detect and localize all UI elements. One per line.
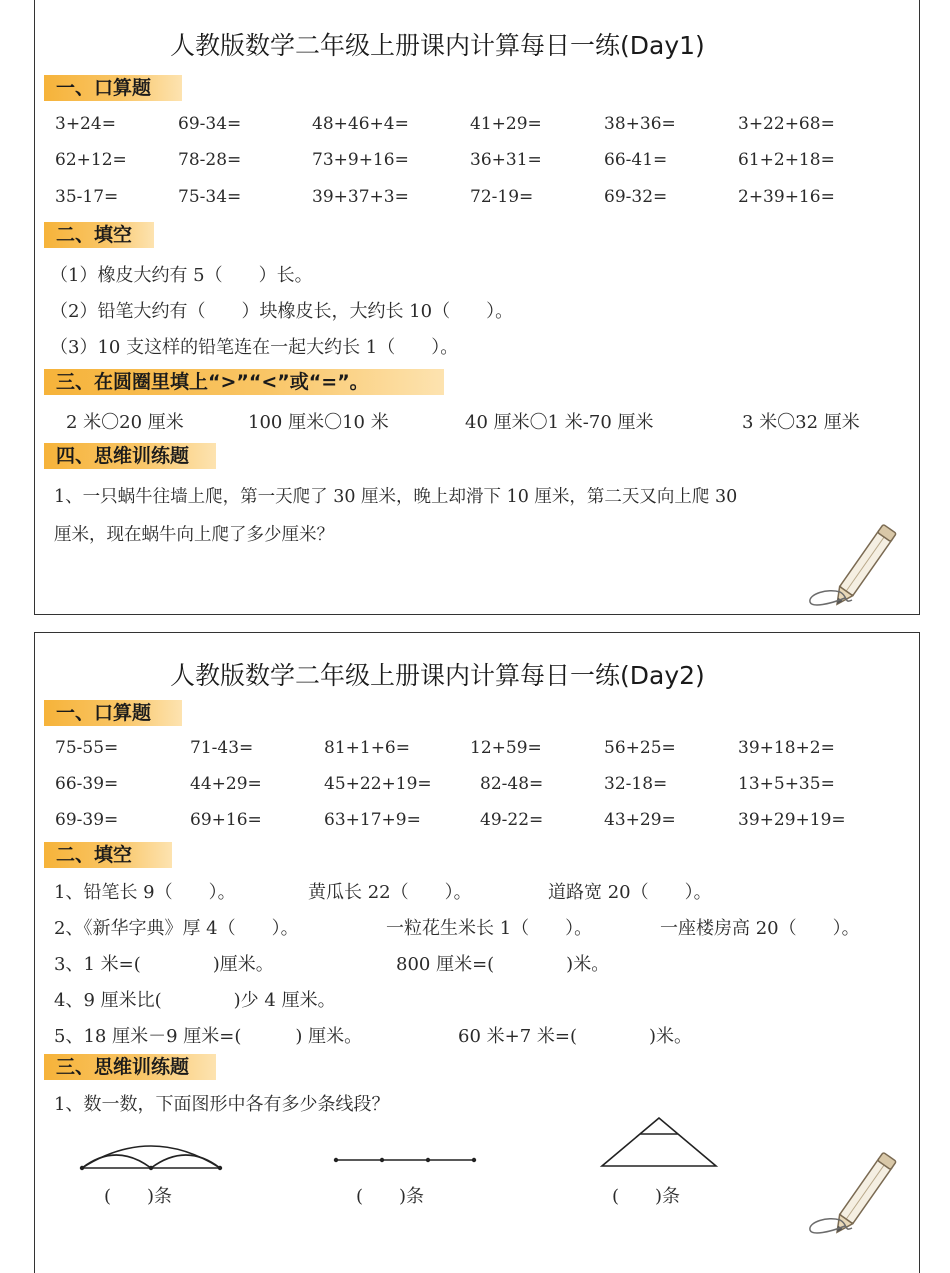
day2-section1-heading: 一、口算题 (44, 700, 182, 726)
day1-word-problem-line1: 1、一只蜗牛往墙上爬，第一天爬了 30 厘米，晚上却滑下 10 厘米，第二天又向上爬 30 (54, 487, 738, 507)
dotted-line-segment-figure (332, 1150, 482, 1170)
day1-problem: 38+36= (604, 114, 676, 134)
day2-problem: 81+1+6= (324, 738, 410, 758)
day2-fill-line4: 4、9 厘米比( )少 4 厘米。 (54, 990, 336, 1011)
day2-fill-line5-a: 5、18 厘米－9 厘米=( ) 厘米。 (54, 1026, 363, 1047)
day1-problem: 75-34= (178, 187, 242, 207)
day2-problem: 39+18+2= (738, 738, 835, 758)
day2-problem: 69-39= (55, 810, 119, 830)
day2-fill-line5-b: 60 米+7 米=( )米。 (458, 1026, 693, 1047)
day2-problem: 44+29= (190, 774, 262, 794)
day2-problem: 63+17+9= (324, 810, 421, 830)
day1-problem: 48+46+4= (312, 114, 409, 134)
day1-compare-item: 3 米〇32 厘米 (742, 412, 860, 433)
day2-problem: 12+59= (470, 738, 542, 758)
day1-problem: 41+29= (470, 114, 542, 134)
day2-figure-question: 1、数一数，下面图形中各有多少条线段？ (54, 1094, 390, 1115)
day1-problem: 69-34= (178, 114, 242, 134)
day2-problem: 56+25= (604, 738, 676, 758)
day1-section4-heading: 四、思维训练题 (44, 443, 216, 469)
day2-fill-line1-b: 黄瓜长 22（ ）。 (308, 882, 472, 903)
day2-section3-heading: 三、思维训练题 (44, 1054, 216, 1080)
day2-fill-line2-a: 2、《新华字典》厚 4（ ）。 (54, 918, 299, 939)
day2-fill-line2-c: 一座楼房高 20（ ）。 (660, 918, 860, 939)
day1-problem: 39+37+3= (312, 187, 409, 207)
triangle-figure (598, 1114, 720, 1170)
figure2-answer: ( )条 (356, 1186, 425, 1207)
day1-section1-heading: 一、口算题 (44, 75, 182, 101)
day1-problem: 3+22+68= (738, 114, 835, 134)
figure1-answer: ( )条 (104, 1186, 173, 1207)
day1-compare-item: 100 厘米〇10 米 (248, 412, 389, 433)
day1-compare-item: 40 厘米〇1 米-70 厘米 (465, 412, 654, 433)
arc-segments-figure (78, 1134, 228, 1178)
day2-problem: 45+22+19= (324, 774, 432, 794)
day2-problem: 69+16= (190, 810, 262, 830)
day2-problem: 82-48= (480, 774, 544, 794)
day2-problem: 75-55= (55, 738, 119, 758)
day1-fill-item: （3）10 支这样的铅笔连在一起大约长 1（ ）。 (50, 337, 459, 358)
day1-problem: 35-17= (55, 187, 119, 207)
day2-fill-line1-a: 1、铅笔长 9（ ）。 (54, 882, 236, 903)
figure3-answer: ( )条 (612, 1186, 681, 1207)
pencil-icon (800, 1140, 920, 1240)
day2-fill-line3-a: 3、1 米=( )厘米。 (54, 954, 274, 975)
day1-problem: 61+2+18= (738, 150, 835, 170)
day1-problem: 69-32= (604, 187, 668, 207)
day2-problem: 39+29+19= (738, 810, 846, 830)
day1-fill-item: （1）橡皮大约有 5（ ）长。 (50, 265, 313, 286)
day2-problem: 66-39= (55, 774, 119, 794)
day1-section2-heading: 二、填空 (44, 222, 154, 248)
day1-title: 人教版数学二年级上册课内计算每日一练(Day1) (170, 31, 705, 60)
day1-problem: 62+12= (55, 150, 127, 170)
day2-problem: 49-22= (480, 810, 544, 830)
day1-problem: 73+9+16= (312, 150, 409, 170)
day1-fill-item: （2）铅笔大约有（ ）块橡皮长，大约长 10（ ）。 (50, 301, 514, 322)
day2-section2-heading: 二、填空 (44, 842, 172, 868)
day2-problem: 13+5+35= (738, 774, 835, 794)
pencil-icon (800, 512, 920, 612)
day1-problem: 3+24= (55, 114, 116, 134)
day1-word-problem-line2: 厘米，现在蜗牛向上爬了多少厘米？ (54, 525, 334, 545)
day2-fill-line2-b: 一粒花生米长 1（ ）。 (386, 918, 593, 939)
day2-fill-line3-b: 800 厘米=( )米。 (396, 954, 610, 975)
day1-compare-item: 2 米〇20 厘米 (66, 412, 184, 433)
day1-problem: 78-28= (178, 150, 242, 170)
day1-problem: 72-19= (470, 187, 534, 207)
day2-problem: 71-43= (190, 738, 254, 758)
day1-problem: 66-41= (604, 150, 668, 170)
day2-problem: 32-18= (604, 774, 668, 794)
day2-problem: 43+29= (604, 810, 676, 830)
day2-fill-line1-c: 道路宽 20（ ）。 (548, 882, 712, 903)
day2-title: 人教版数学二年级上册课内计算每日一练(Day2) (170, 661, 705, 690)
day1-section3-heading: 三、在圆圈里填上“>”“<”或“=”。 (44, 369, 444, 395)
day1-problem: 36+31= (470, 150, 542, 170)
day1-problem: 2+39+16= (738, 187, 835, 207)
